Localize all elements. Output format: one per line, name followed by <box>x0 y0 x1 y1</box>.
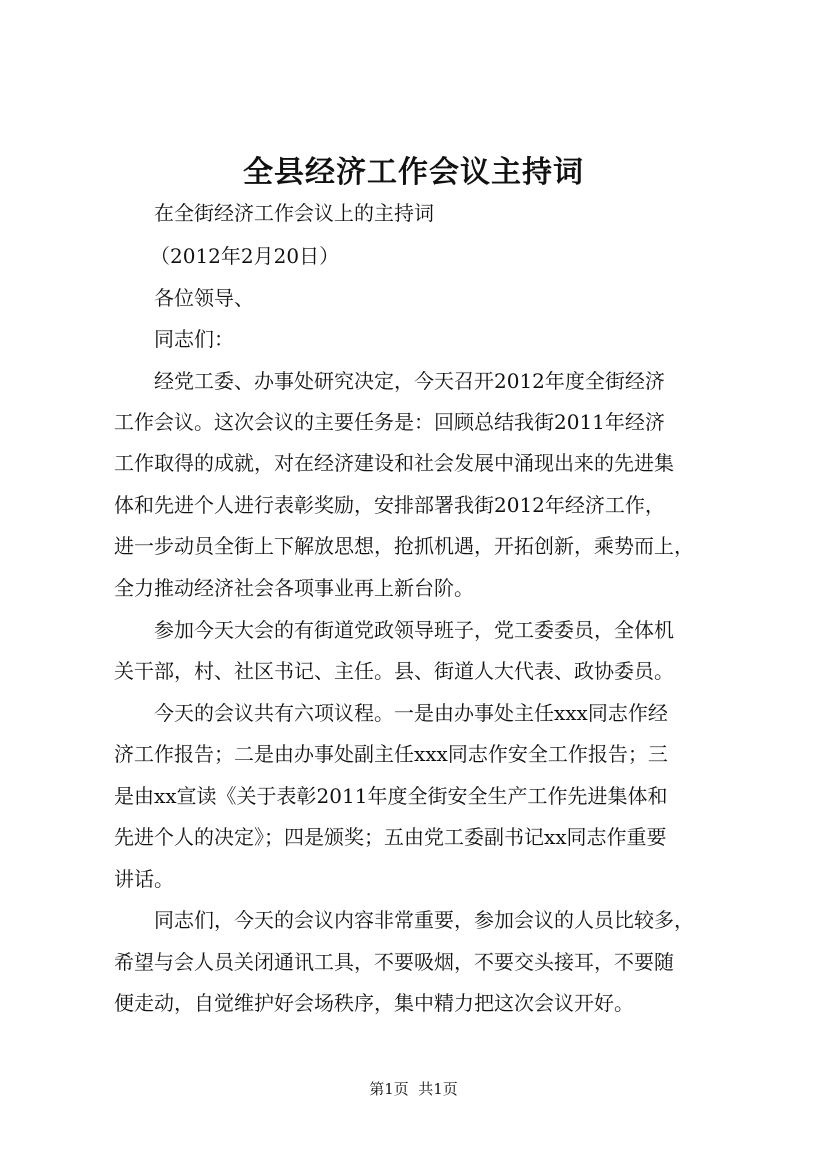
document-title: 全县经济工作会议主持词 <box>243 155 584 190</box>
paragraph-line: 是由xx宣读《关于表彰2011年度全街安全生产工作先进集体和 <box>114 784 668 808</box>
paragraph-line: 先进个人的决定》；四是颁奖；五由党工委副书记xx同志作重要 <box>114 825 667 849</box>
paragraph-line: 今天的会议共有六项议程。一是由办事处主任xxx同志作经 <box>154 701 668 725</box>
paragraph-line: 工作取得的成就，对在经济建设和社会发展中涌现出来的先进集 <box>114 451 674 475</box>
paragraph-line: 参加今天大会的有街道党政领导班子，党工委委员，全体机 <box>154 618 674 642</box>
paragraph-line: 经党工委、办事处研究决定，今天召开2012年度全街经济 <box>154 369 665 393</box>
salutation-leaders: 各位领导、 <box>154 286 254 310</box>
paragraph-line: 全力推动经济社会各项事业再上新台阶。 <box>114 576 474 600</box>
paragraph-line: 体和先进个人进行表彰奖励，安排部署我街2012年经济工作， <box>114 493 665 517</box>
paragraph-line: 同志们，今天的会议内容非常重要，参加会议的人员比较多， <box>154 908 694 932</box>
paragraph-line: 工作会议。这次会议的主要任务是：回顾总结我街2011年经济 <box>114 410 665 434</box>
subtitle: 在全街经济工作会议上的主持词 <box>154 201 434 225</box>
paragraph-line: 关干部，村、社区书记、主任。县、街道人大代表、政协委员。 <box>114 659 674 683</box>
paragraph-line: 便走动，自觉维护好会场秩序，集中精力把这次会议开好。 <box>114 991 634 1015</box>
page-number-footer: 第1页 共1页 <box>369 1080 458 1098</box>
date-line: （2012年2月20日） <box>150 244 340 268</box>
salutation-comrades: 同志们： <box>154 327 234 351</box>
paragraph-line: 希望与会人员关闭通讯工具，不要吸烟，不要交头接耳，不要随 <box>114 950 674 974</box>
paragraph-line: 进一步动员全街上下解放思想，抢抓机遇，开拓创新，乘势而上， <box>114 534 694 558</box>
paragraph-line: 济工作报告；二是由办事处副主任xxx同志作安全工作报告；三 <box>114 742 668 766</box>
paragraph-line: 讲话。 <box>114 867 174 891</box>
